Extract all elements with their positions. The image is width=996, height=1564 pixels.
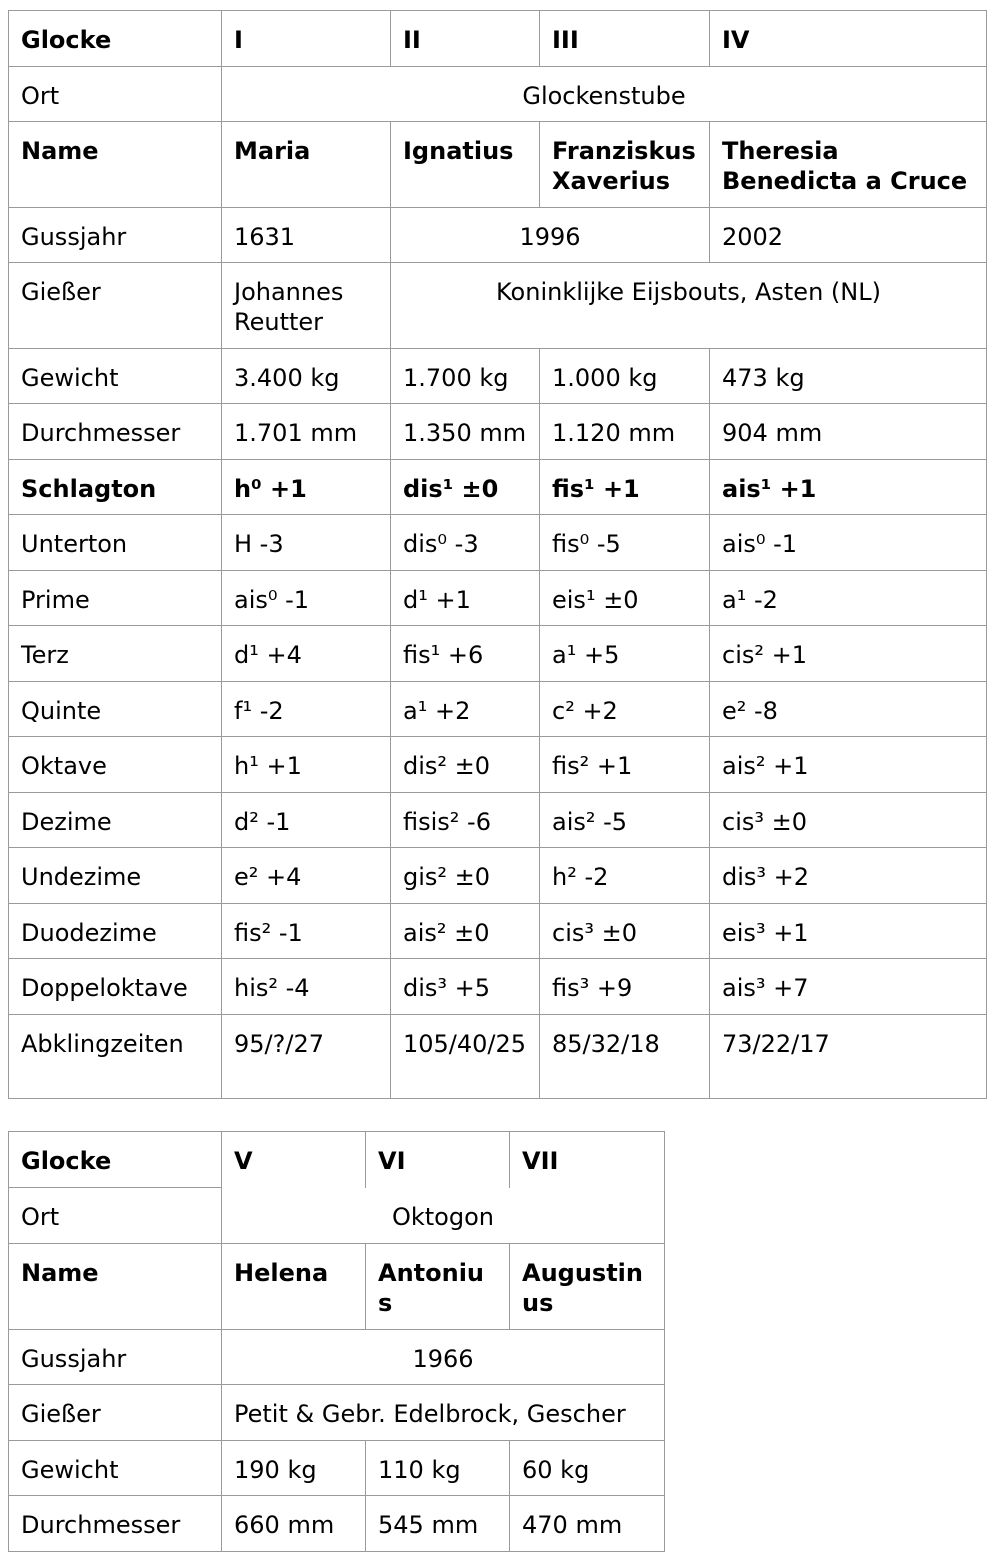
tone-value: d¹ +4 — [222, 626, 391, 682]
row-durchmesser — [9, 404, 987, 460]
tone-value: cis³ ±0 — [540, 904, 710, 959]
tone-value: his² -4 — [222, 959, 391, 1015]
bell-name: Maria — [222, 122, 391, 208]
diameter: 1.120 mm — [540, 404, 710, 460]
row-gussjahr — [9, 1330, 665, 1385]
row-label: Unterton — [9, 515, 222, 571]
row-giesser — [9, 263, 987, 349]
cast-year: 1966 — [222, 1330, 665, 1385]
row-label: Name — [9, 1244, 222, 1330]
row-label: Durchmesser — [9, 1496, 222, 1552]
bell-name: Helena — [222, 1244, 366, 1330]
decay-times: 85/32/18 — [540, 1015, 710, 1099]
diameter: 660 mm — [222, 1496, 366, 1552]
row-label: Ort — [9, 67, 222, 122]
row-name — [9, 1244, 665, 1330]
row-oktave — [9, 737, 987, 793]
tone-value: a¹ +2 — [391, 682, 540, 737]
tone-value: fis¹ +1 — [540, 460, 710, 515]
tone-value: fis³ +9 — [540, 959, 710, 1015]
row-dezime — [9, 793, 987, 848]
diameter: 545 mm — [366, 1496, 510, 1552]
bell-number: VI — [366, 1132, 510, 1188]
tone-value: cis² +1 — [710, 626, 987, 682]
weight: 110 kg — [366, 1441, 510, 1496]
weight: 1.700 kg — [391, 349, 540, 404]
row-label: Gussjahr — [9, 208, 222, 263]
diameter: 1.701 mm — [222, 404, 391, 460]
tone-value: a¹ -2 — [710, 571, 987, 626]
row-doppeloktave — [9, 959, 987, 1015]
tone-value: ais³ +7 — [710, 959, 987, 1015]
bell-number: V — [222, 1132, 366, 1188]
row-gewicht — [9, 349, 987, 404]
tone-value: ais⁰ -1 — [222, 571, 391, 626]
weight: 473 kg — [710, 349, 987, 404]
row-label: Doppeloktave — [9, 959, 222, 1015]
row-duodezime — [9, 904, 987, 959]
tone-value: dis³ +2 — [710, 848, 987, 904]
cast-year: 1631 — [222, 208, 391, 263]
row-label: Duodezime — [9, 904, 222, 959]
tone-value: fis² +1 — [540, 737, 710, 793]
row-glocke — [9, 11, 987, 67]
row-label: Ort — [9, 1188, 222, 1244]
row-label: Gewicht — [9, 349, 222, 404]
decay-times: 73/22/17 — [710, 1015, 987, 1099]
cast-year: 2002 — [710, 208, 987, 263]
tone-value: h² -2 — [540, 848, 710, 904]
row-label: Durchmesser — [9, 404, 222, 460]
tone-value: ais² +1 — [710, 737, 987, 793]
bell-name: Augustinus — [510, 1244, 665, 1330]
row-label: Abklingzeiten — [9, 1015, 222, 1099]
tone-value: ais² -5 — [540, 793, 710, 848]
row-label: Oktave — [9, 737, 222, 793]
row-label: Quinte — [9, 682, 222, 737]
weight: 190 kg — [222, 1441, 366, 1496]
weight: 60 kg — [510, 1441, 665, 1496]
bell-name: Franziskus Xaverius — [540, 122, 710, 208]
tone-value: fis⁰ -5 — [540, 515, 710, 571]
weight: 3.400 kg — [222, 349, 391, 404]
bell-number: III — [540, 11, 710, 67]
row-terz — [9, 626, 987, 682]
bell-number: I — [222, 11, 391, 67]
row-ort — [9, 1188, 665, 1244]
tone-value: e² -8 — [710, 682, 987, 737]
diameter: 1.350 mm — [391, 404, 540, 460]
bell-number: IV — [710, 11, 987, 67]
founder: Koninklijke Eijsbouts, Asten (NL) — [391, 263, 987, 349]
row-prime — [9, 571, 987, 626]
decay-times: 105/40/25 — [391, 1015, 540, 1099]
tone-value: c² +2 — [540, 682, 710, 737]
bell-name: Ignatius — [391, 122, 540, 208]
row-quinte — [9, 682, 987, 737]
row-gewicht — [9, 1441, 665, 1496]
tone-value: d¹ +1 — [391, 571, 540, 626]
bell-name: Antonius — [366, 1244, 510, 1330]
row-giesser — [9, 1385, 665, 1441]
location-cell: Oktogon — [222, 1188, 665, 1244]
tone-value: cis³ ±0 — [710, 793, 987, 848]
row-label: Undezime — [9, 848, 222, 904]
cast-year: 1996 — [391, 208, 710, 263]
row-label: Glocke — [9, 1132, 222, 1188]
founder: Petit & Gebr. Edelbrock, Gescher — [222, 1385, 665, 1441]
tone-value: eis¹ ±0 — [540, 571, 710, 626]
location-cell: Glockenstube — [222, 67, 987, 122]
tone-value: dis⁰ -3 — [391, 515, 540, 571]
founder: Johannes Reutter — [222, 263, 391, 349]
row-label: Gießer — [9, 1385, 222, 1441]
decay-times: 95/?/27 — [222, 1015, 391, 1099]
bells-table-oktogon — [8, 1131, 665, 1552]
row-gussjahr — [9, 208, 987, 263]
row-undezime — [9, 848, 987, 904]
tone-value: fisis² -6 — [391, 793, 540, 848]
row-label: Dezime — [9, 793, 222, 848]
tone-value: f¹ -2 — [222, 682, 391, 737]
row-name — [9, 122, 987, 208]
bell-number: VII — [510, 1132, 665, 1188]
tone-value: fis¹ +6 — [391, 626, 540, 682]
row-label: Name — [9, 122, 222, 208]
row-schlagton — [9, 460, 987, 515]
row-label: Glocke — [9, 11, 222, 67]
tone-value: dis¹ ±0 — [391, 460, 540, 515]
row-unterton — [9, 515, 987, 571]
row-label: Gussjahr — [9, 1330, 222, 1385]
bell-name: Theresia Benedicta a Cruce — [710, 122, 987, 208]
tone-value: d² -1 — [222, 793, 391, 848]
weight: 1.000 kg — [540, 349, 710, 404]
diameter: 904 mm — [710, 404, 987, 460]
tone-value: h¹ +1 — [222, 737, 391, 793]
diameter: 470 mm — [510, 1496, 665, 1552]
row-label: Schlagton — [9, 460, 222, 515]
tone-value: e² +4 — [222, 848, 391, 904]
row-label: Gießer — [9, 263, 222, 349]
tone-value: ais⁰ -1 — [710, 515, 987, 571]
row-label: Terz — [9, 626, 222, 682]
row-label: Prime — [9, 571, 222, 626]
tone-value: ais² ±0 — [391, 904, 540, 959]
row-ort — [9, 67, 987, 122]
tone-value: a¹ +5 — [540, 626, 710, 682]
tone-value: dis² ±0 — [391, 737, 540, 793]
tone-value: ais¹ +1 — [710, 460, 987, 515]
bell-number: II — [391, 11, 540, 67]
row-glocke — [9, 1132, 665, 1188]
tone-value: h⁰ +1 — [222, 460, 391, 515]
row-label: Gewicht — [9, 1441, 222, 1496]
bells-table-glockenstube — [8, 10, 987, 1099]
tone-value: eis³ +1 — [710, 904, 987, 959]
tone-value: dis³ +5 — [391, 959, 540, 1015]
tone-value: gis² ±0 — [391, 848, 540, 904]
tone-value: fis² -1 — [222, 904, 391, 959]
row-durchmesser — [9, 1496, 665, 1552]
tone-value: H -3 — [222, 515, 391, 571]
row-abklingzeiten — [9, 1015, 987, 1099]
